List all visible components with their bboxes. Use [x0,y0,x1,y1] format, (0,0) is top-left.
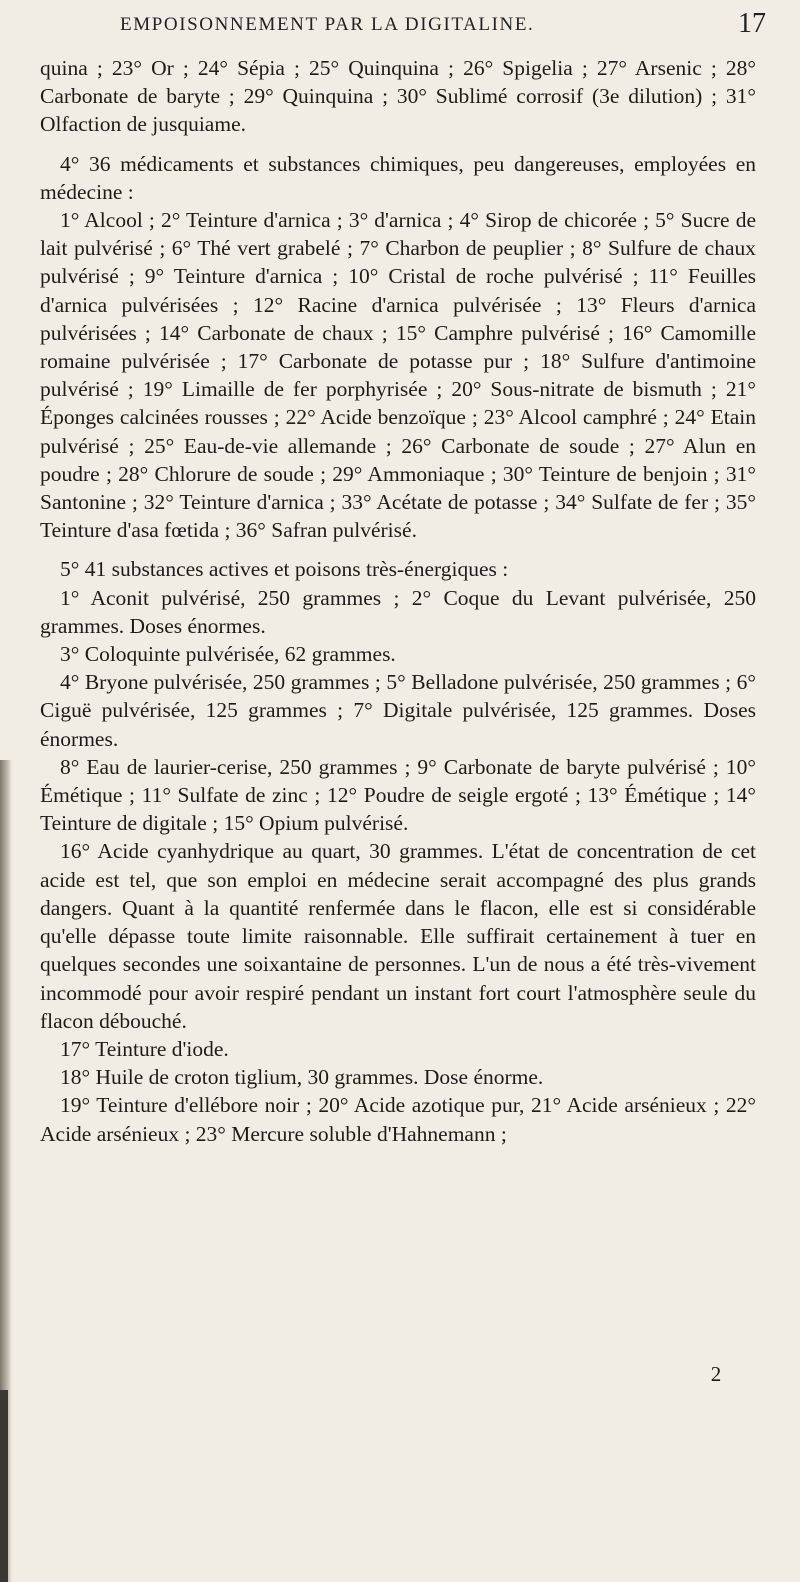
paragraph: 4° Bryone pulvérisée, 250 grammes ; 5° Belladone pulvérisée, 250 grammes ; 6° Ciguë pulvérisée, 125 grammes ; 7° Digitale pulvérisée, 125 grammes. Doses énormes. [40,670,756,751]
paragraph: 1° Aconit pulvérisé, 250 grammes ; 2° Coque du Levant pulvérisée, 250 grammes. Doses énormes. [40,585,756,638]
paragraph: 18° Huile de croton tiglium, 30 grammes. Dose énorme. [60,1065,544,1090]
paragraph: 16° Acide cyanhydrique au quart, 30 grammes. L'état de concentration de cet acide est tel, que son emploi en médecine serait accompagné des plus grands dangers. Quant à la quantité renfermée dans le flacon, elle est si considérable qu'elle dépasse toute limite raisonnable. Elle suffirait certainement à tuer en quelques secondes une soixantaine de personnes. L'un de nous a été très-vivement incommodé pour avoir respiré pendant un instant fort court l'atmosphère seule du flacon débouché. [40,839,756,1033]
page-number: 17 [738,8,766,39]
paragraph: 3° Coloquinte pulvérisée, 62 grammes. [60,642,396,667]
binding-edge [0,1390,8,1582]
signature-mark [0,1362,800,1387]
paragraph: 1° Alcool ; 2° Teinture d'arnica ; 3° d'arnica ; 4° Sirop de chicorée ; 5° Sucre de lait pulvérisé ; 6° Thé vert grabelé ; 7° Charbon de peuplier ; 8° Sulfure de chaux pulvérisé ; 9° Teinture d'arnica ; 10° Cristal de roche pulvérisé ; 11° Feuilles d'arnica pulvérisées ; 12° Racine d'arnica pulvérisée ; 13° Fleurs d'arnica pulvérisées ; 14° Carbonate de chaux ; 15° Camphre pulvérisé ; 16° Camomille romaine pulvérisée ; 17° Carbonate de potasse pur ; 18° Sulfure d'antimoine pulvérisé ; 19° Limaille de fer porphyrisée ; 20° Sous-nitrate de bismuth ; 21° Éponges calcinées rousses ; 22° Acide benzoïque ; 23° Alcool camphré ; 24° Etain pulvérisé ; 25° Eau-de-vie allemande ; 26° Carbonate de soude ; 27° Alun en poudre ; 28° Chlorure de soude ; 29° Ammoniaque ; 30° Teinture de benjoin ; 31° Santonine ; 32° Teinture d'arnica ; 33° Acétate de potasse ; 34° Sulfate de fer ; 35° Teinture d'asa fœtida ; 36° Safran pulvérisé. [40,208,756,543]
section-heading: 5° 41 substances actives et poisons très-énergiques : [60,557,509,582]
running-title: EMPOISONNEMENT PAR LA DIGITALINE. [120,14,535,35]
paragraph: 17° Teinture d'iode. [60,1036,229,1061]
paragraph: 19° Teinture d'ellébore noir ; 20° Acide azotique pur, 21° Acide arsénieux ; 22° Acide arsénieux ; 23° Mercure soluble d'Hahnemann ; [40,1093,756,1146]
signature-mark-text: 2 [710,1362,722,1386]
paragraph: quina ; 23° Or ; 24° Sépia ; 25° Quinquina ; 26° Spigelia ; 27° Arsenic ; 28° Carbonate de baryte ; 29° Quinquina ; 30° Sublimé corrosif (3e dilution) ; 31° Olfaction de jusquiame. [40,56,756,137]
page-header [60,8,780,42]
section-heading: 4° 36 médicaments et substances chimiques, peu dangereuses, employées en médecine : [40,151,756,204]
body-text [40,54,756,1148]
paragraph: 8° Eau de laurier-cerise, 250 grammes ; 9° Carbonate de baryte pulvérisé ; 10° Émétique ; 11° Sulfate de zinc ; 12° Poudre de seigle ergoté ; 13° Émétique ; 14° Teinture de digitale ; 15° Opium pulvérisé. [40,754,756,836]
